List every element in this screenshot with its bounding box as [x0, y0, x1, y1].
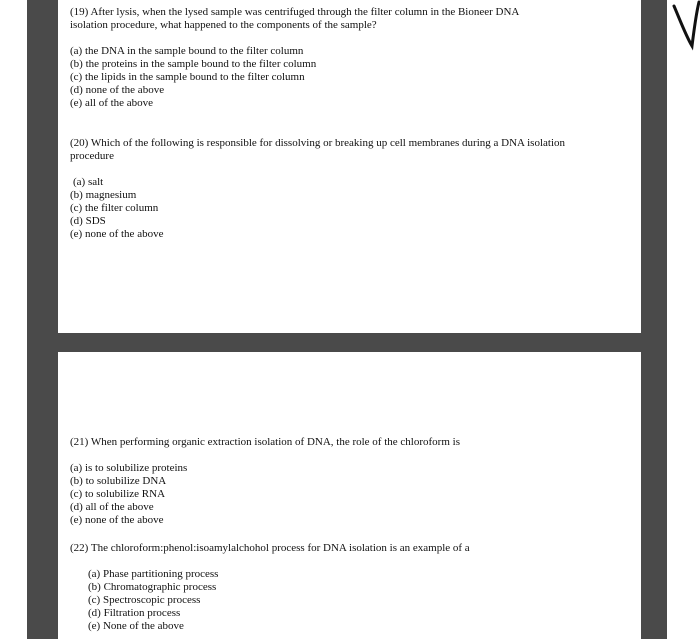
question-text: (21) When performing organic extraction isolation of DNA, the role of the chloroform is: [70, 436, 460, 448]
option-c[interactable]: (c) the lipids in the sample bound to the filter column: [70, 71, 305, 83]
question-21: [70, 436, 570, 527]
handwritten-mark-icon: [672, 0, 700, 52]
option-d[interactable]: (d) Filtration process: [88, 607, 181, 619]
question-text: (19) After lysis, when the lysed sample was centrifuged through the filter column in the Bioneer DNA isolation procedure, what happened to the components of the sample?: [70, 6, 519, 31]
answer-options: [70, 45, 550, 110]
option-a[interactable]: (a) the DNA in the sample bound to the filter column: [70, 45, 304, 57]
answer-options: [70, 176, 570, 241]
answer-options: [70, 568, 590, 633]
option-a[interactable]: (a) salt: [73, 176, 104, 188]
option-d[interactable]: (d) all of the above: [70, 501, 154, 513]
option-c[interactable]: (c) the filter column: [70, 202, 159, 214]
page-divider: [58, 333, 641, 352]
option-a[interactable]: (a) is to solubilize proteins: [70, 462, 188, 474]
question-22: [70, 542, 590, 633]
option-b[interactable]: (b) Chromatographic process: [88, 581, 217, 593]
answer-options: [70, 462, 570, 527]
question-text: (20) Which of the following is responsible for dissolving or breaking up cell membranes during a DNA isolation procedure: [70, 137, 566, 162]
option-d[interactable]: (d) none of the above: [70, 84, 165, 96]
option-a[interactable]: (a) Phase partitioning process: [88, 568, 219, 580]
option-e[interactable]: (e) None of the above: [88, 620, 184, 632]
option-e[interactable]: (e) none of the above: [70, 228, 164, 240]
option-b[interactable]: (b) magnesium: [70, 189, 137, 201]
question-19: [70, 6, 550, 110]
option-e[interactable]: (e) all of the above: [70, 97, 154, 109]
option-e[interactable]: (e) none of the above: [70, 514, 164, 526]
option-d[interactable]: (d) SDS: [70, 215, 106, 227]
option-c[interactable]: (c) to solubilize RNA: [70, 488, 166, 500]
option-b[interactable]: (b) to solubilize DNA: [70, 475, 167, 487]
option-c[interactable]: (c) Spectroscopic process: [88, 594, 201, 606]
question-20: [70, 137, 570, 241]
question-text: (22) The chloroform:phenol:isoamylalchohol process for DNA isolation is an example of a: [70, 542, 470, 554]
option-b[interactable]: (b) the proteins in the sample bound to the filter column: [70, 58, 317, 70]
